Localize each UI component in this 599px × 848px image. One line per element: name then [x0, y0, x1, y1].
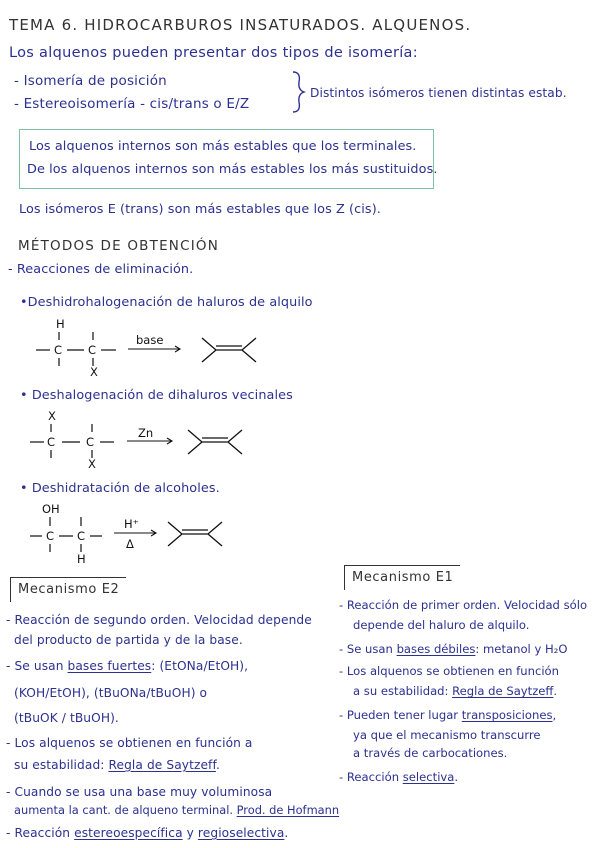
- reaction-1-bottom-sub: X: [90, 365, 98, 378]
- brace-icon: [291, 70, 307, 114]
- e2-regla-saytzeff: Regla de Saytzeff: [108, 758, 216, 772]
- box-line-1: Los alquenos internos son más estables que los terminales.: [29, 139, 417, 154]
- reaction-3-scheme: [22, 500, 272, 570]
- reaction-3-bottom-sub: H: [77, 552, 86, 566]
- e2-line-1: - Reacción de segundo orden. Velocidad depende: [6, 613, 312, 627]
- reaction-1-carbon-2: C: [88, 343, 97, 357]
- reaction-1-top-sub: H: [56, 317, 65, 331]
- reaction-2-reagent: Zn: [138, 426, 154, 440]
- e1-line-6: - Pueden tener lugar transposiciones,: [339, 708, 557, 722]
- page-title: TEMA 6. HIDROCARBUROS INSATURADOS. ALQUENOS.: [9, 16, 472, 34]
- e2-line-8: - Cuando se usa una base muy voluminosa: [6, 785, 273, 799]
- reaction-2-carbon-1: C: [47, 435, 56, 449]
- e1-regla-saytzeff: Regla de Saytzeff: [452, 684, 554, 698]
- box-line-2: De los alquenos internos son más estables los más sustituidos.: [27, 162, 438, 177]
- isomeria-posicion: - Isomería de posición: [14, 73, 167, 89]
- reaction-1-title: •Deshidrohalogenación de haluros de alquilo: [20, 295, 313, 310]
- e2-estereoespecifica: estereoespecífica: [74, 826, 183, 840]
- e2-line-6: - Los alquenos se obtienen en función a: [6, 736, 253, 750]
- methods-heading: MÉTODOS DE OBTENCIÓN: [18, 238, 220, 254]
- eliminacion-heading: - Reacciones de eliminación.: [8, 262, 194, 277]
- e1-line-3: - Se usan bases débiles: metanol y H₂O: [339, 642, 568, 656]
- e2-line-3: - Se usan bases fuertes: (EtONa/EtOH),: [6, 659, 249, 673]
- e2-regioselectiva: regioselectiva: [197, 826, 285, 840]
- e2-line-7: su estabilidad: Regla de Saytzeff.: [14, 758, 220, 772]
- trans-stability-line: Los isómeros E (trans) son más estables que los Z (cis).: [19, 202, 381, 217]
- intro-text: Los alquenos pueden presentar dos tipos de isomería:: [9, 45, 418, 61]
- e2-line-2: del producto de partida y de la base.: [14, 633, 243, 647]
- reaction-1-scheme: [30, 316, 280, 378]
- reaction-3-top-sub: OH: [42, 502, 60, 516]
- e1-line-1: - Reacción de primer orden. Velocidad sólo: [339, 598, 588, 612]
- reaction-1-carbon-1: C: [54, 343, 63, 357]
- e2-heading: Mecanismo E2: [18, 582, 120, 597]
- e1-line-8: a través de carbocationes.: [353, 746, 508, 760]
- stability-box: [19, 129, 434, 189]
- e1-heading: Mecanismo E1: [352, 570, 454, 585]
- reaction-2-bottom-sub: X: [88, 457, 96, 470]
- reaction-3-reagent-bottom: Δ: [126, 537, 134, 551]
- reaction-3-carbon-1: C: [46, 529, 55, 543]
- e1-bases-debiles: bases débiles: [396, 642, 476, 656]
- isomeria-estereo: - Estereoisomería - cis/trans o E/Z: [14, 96, 250, 112]
- reaction-3-carbon-2: C: [77, 529, 86, 543]
- e2-line-10: - Reacción estereoespecífica y regioselectiva.: [6, 826, 289, 840]
- reaction-2-carbon-2: C: [86, 435, 95, 449]
- e1-line-4: - Los alquenos se obtienen en función: [339, 664, 559, 678]
- reaction-3-reagent-top: H⁺: [124, 517, 139, 531]
- e1-line-9: - Reacción selectiva.: [339, 770, 459, 784]
- reaction-2-top-sub: X: [48, 409, 56, 423]
- e1-line-5: a su estabilidad: Regla de Saytzeff.: [353, 684, 558, 698]
- e1-transposiciones: transposiciones: [461, 708, 553, 722]
- e1-line-7: ya que el mecanismo transcurre: [353, 728, 541, 742]
- reaction-1-reagent: base: [136, 333, 164, 347]
- e2-line-9: aumenta la cant. de alqueno terminal. Prod. de Hofmann: [14, 803, 340, 817]
- e2-bases-fuertes: bases fuertes: [67, 659, 152, 673]
- reaction-3-title: • Deshidratación de alcoholes.: [20, 481, 220, 496]
- e1-line-2: depende del haluro de alquilo.: [353, 618, 530, 632]
- e2-line-4: (KOH/EtOH), (tBuONa/tBuOH) o: [14, 686, 208, 700]
- e2-prod-hofmann: Prod. de Hofmann: [236, 803, 340, 817]
- reaction-2-title: • Deshalogenación de dihaluros vecinales: [20, 388, 293, 403]
- isomerias-note: Distintos isómeros tienen distintas estab.: [310, 86, 567, 100]
- e1-selectiva: selectiva: [402, 770, 455, 784]
- e2-line-5: (tBuOK / tBuOH).: [14, 711, 119, 725]
- reaction-2-scheme: [22, 406, 272, 470]
